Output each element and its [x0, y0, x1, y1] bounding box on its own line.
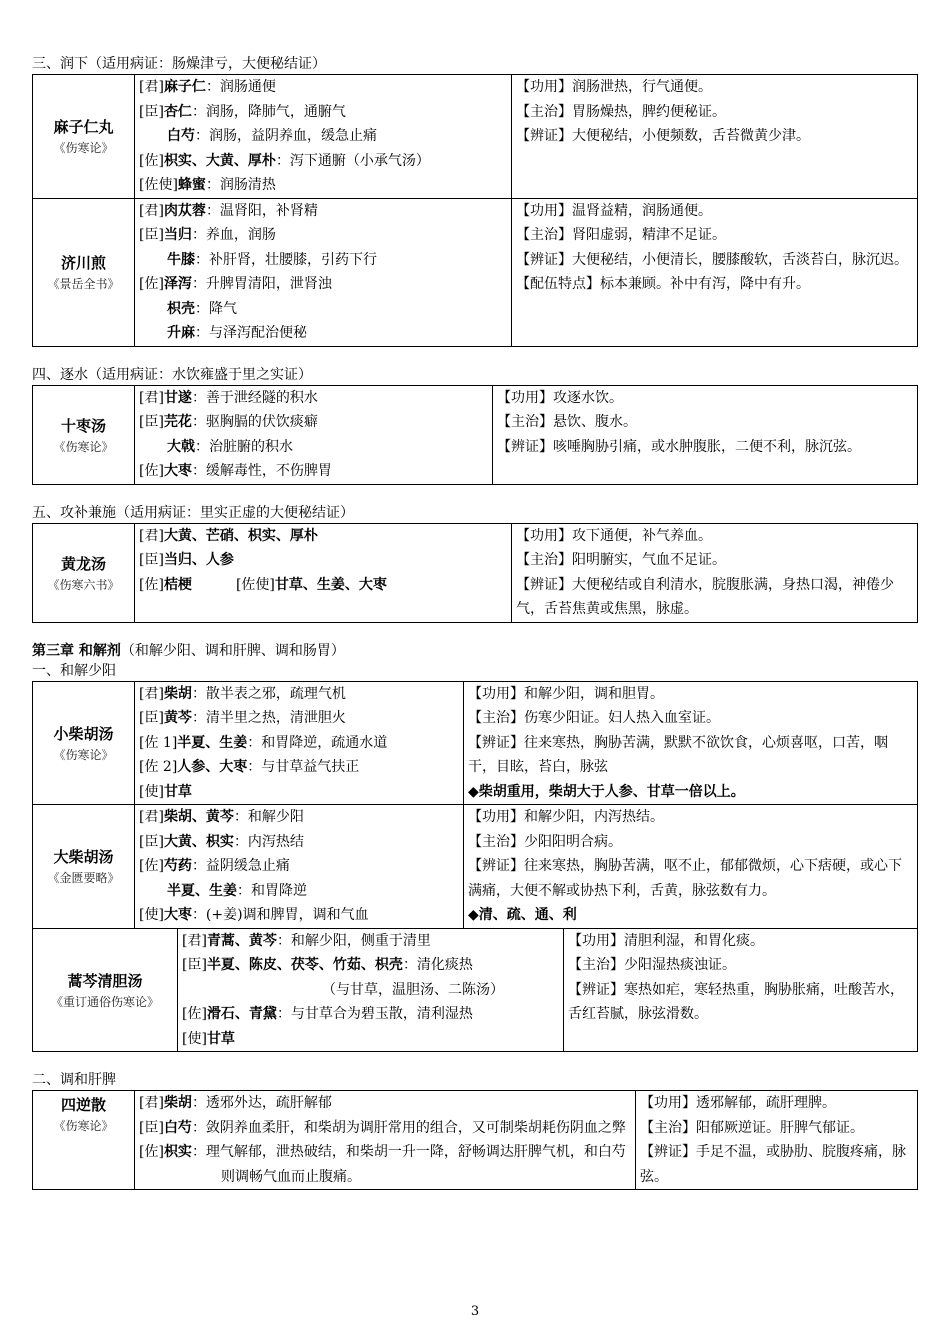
- text-segment: ：降气: [195, 300, 237, 317]
- text-segment: 麻子仁: [163, 79, 206, 95]
- text-segment: ：润肠清热: [205, 177, 276, 193]
- text-segment: ：善于泄经隧的积水: [191, 389, 318, 406]
- text-segment: [臣]: [139, 552, 164, 568]
- text-segment: 【主治】肾阳虚弱，精津不足证。: [516, 227, 726, 243]
- formula-name-cell: [33, 75, 135, 199]
- text-segment: 大黄、芒硝、枳实、厚朴: [163, 527, 318, 544]
- formula-source: 《景岳全书》: [47, 277, 120, 291]
- formula-name: 黄龙汤: [60, 554, 106, 573]
- formula-source: 《金匮要略》: [47, 871, 120, 886]
- composition-cell: [178, 928, 564, 1052]
- table-row: [33, 1091, 918, 1190]
- indication-cell: [464, 805, 918, 929]
- text-segment: ◆柴胡重用，柴胡大于人参、甘草一倍以上。: [468, 783, 745, 800]
- text-segment: [臣]: [182, 957, 207, 973]
- text-segment: 【功用】透邪解郁，疏肝理脾。: [640, 1095, 836, 1111]
- text-segment: ：与甘草益气扶正: [247, 759, 360, 775]
- formula-name-cell: [33, 805, 135, 929]
- formula-name-cell: [33, 385, 135, 484]
- text-segment: 枳实、大黄、厚朴: [163, 152, 276, 169]
- text-segment: 【辨证】手足不温，或胁肋、脘腹疼痛，脉弦。: [640, 1144, 906, 1185]
- subsection-title-hejie: 一、和解少阳: [32, 662, 116, 679]
- text-segment: [佐]: [182, 1006, 207, 1022]
- text-segment: ：治脏腑的积水: [195, 438, 293, 455]
- text-segment: 大枣: [163, 463, 192, 479]
- text-segment: 白芍: [167, 128, 195, 144]
- text-segment: [使]: [182, 1030, 207, 1047]
- text-segment: 【主治】阳明腑实，气血不足证。: [516, 552, 726, 568]
- text-segment: 当归: [163, 227, 192, 243]
- section-title-gongbu: 五、攻补兼施（适用病证：里实正虚的大便秘结证）: [32, 504, 354, 521]
- text-segment: ：养血，润肠: [191, 227, 276, 243]
- indication-cell: [512, 75, 918, 199]
- formula-name-cell: [33, 681, 135, 805]
- text-segment: ：和胃降逆，疏通水道: [247, 734, 388, 751]
- text-segment: ：润肠，益阴养血，缓急止痛: [195, 128, 377, 144]
- text-segment: 牛膝: [167, 251, 195, 268]
- text-segment: 半夏、生姜: [177, 734, 248, 751]
- text-segment: [君]: [139, 202, 164, 219]
- text-segment: ：清半里之热，清泄胆火: [191, 710, 346, 726]
- text-segment: 大戟: [167, 438, 195, 455]
- indication-cell: [493, 385, 918, 484]
- page-number: 3: [470, 1304, 480, 1319]
- text-segment: 甘遂: [163, 389, 192, 406]
- text-segment: 【功用】润肠泄热，行气通便。: [516, 79, 712, 95]
- text-segment: （和解少阳、调和肝脾、调和肠胃）: [120, 642, 345, 659]
- text-segment: 桔梗: [163, 576, 192, 593]
- formula-name: 济川煎: [60, 254, 106, 272]
- text-segment: [佐]: [139, 276, 164, 292]
- text-segment: ：升脾胃清阳，泄肾浊: [191, 276, 332, 292]
- text-segment: 甘草、生姜、大枣: [274, 576, 387, 593]
- text-segment: [臣]: [139, 414, 164, 430]
- text-segment: 蜂蜜: [177, 177, 206, 193]
- composition-cell: [135, 523, 512, 622]
- text-segment: ：缓解毒性，不伤脾胃: [191, 463, 332, 479]
- table-ganpi: [32, 1090, 918, 1190]
- text-segment: ：驱胸膈的伏饮痰癖: [191, 414, 318, 430]
- text-segment: [臣]: [139, 103, 164, 120]
- text-segment: 人参、大枣: [177, 759, 248, 775]
- composition-cell: [135, 1091, 636, 1190]
- text-segment: 枳实: [163, 1144, 192, 1160]
- text-segment: [使]: [139, 783, 164, 800]
- text-segment: 枳壳: [167, 300, 195, 317]
- text-segment: 【辨证】大便秘结，小便清长，腰膝酸软，舌淡苔白，脉沉迟。: [516, 251, 908, 268]
- composition-cell: [135, 681, 464, 805]
- table-row: [33, 805, 918, 929]
- table-haoqin: [32, 928, 918, 1053]
- text-segment: 【主治】悬饮、腹水。: [497, 414, 637, 430]
- text-segment: [佐使]: [139, 177, 178, 193]
- text-segment: 柴胡、黄芩: [163, 809, 234, 825]
- composition-cell: [135, 198, 512, 346]
- text-segment: ：透邪外达，疏肝解郁: [191, 1095, 332, 1111]
- text-segment: [臣]: [139, 833, 164, 850]
- text-segment: ：和解少阳，侧重于清里: [276, 932, 431, 949]
- table-row: [33, 523, 918, 622]
- text-segment: [佐 2]: [139, 759, 178, 775]
- text-segment: 【辨证】寒热如疟，寒轻热重，胸胁胀痛，吐酸苦水，舌红苔腻，脉弦滑数。: [568, 981, 904, 1022]
- indication-cell: [512, 198, 918, 346]
- text-segment: 【功用】清胆利湿，和胃化痰。: [568, 932, 764, 949]
- text-segment: 【辨证】往来寒热，胸胁苦满，默默不欲饮食，心烦喜呕，口苦，咽干，目眩，苔白，脉弦: [468, 734, 888, 775]
- text-segment: [臣]: [139, 710, 164, 726]
- text-segment: 【主治】伤寒少阳证。妇人热入血室证。: [468, 710, 720, 726]
- formula-source: 《伤寒论》: [53, 747, 114, 762]
- table-row: [33, 385, 918, 484]
- text-segment: ：散半表之邪，疏理气机: [191, 685, 346, 702]
- formula-name: 四逆散: [60, 1096, 106, 1114]
- table-row: [33, 198, 918, 346]
- text-segment: 【辨证】大便秘结或自利清水，脘腹胀满，身热口渴，神倦少气，舌苔焦黄或焦黑，脉虚。: [516, 576, 894, 617]
- text-segment: ：敛阴养血柔肝，和柴胡为调肝常用的组合，又可制柴胡耗伤阴血之弊: [191, 1119, 626, 1136]
- text-segment: [使]: [139, 907, 164, 923]
- text-segment: 杏仁: [163, 103, 192, 120]
- composition-cell: [135, 385, 493, 484]
- text-segment: 半夏、陈皮、茯苓、竹茹、枳壳: [206, 957, 403, 973]
- text-segment: 青蒿、黄芩: [206, 932, 277, 949]
- indication-cell: [564, 928, 918, 1052]
- text-segment: 滑石、青黛: [206, 1006, 277, 1022]
- text-segment: [君]: [139, 685, 164, 702]
- text-segment: [君]: [139, 809, 164, 825]
- text-segment: [君]: [139, 79, 164, 95]
- text-segment: [臣]: [139, 1119, 164, 1136]
- text-segment: [佐 1]: [139, 734, 178, 751]
- text-segment: [佐]: [139, 1144, 164, 1160]
- text-segment: ：益阴缓急止痛: [191, 858, 290, 874]
- formula-name: 小柴胡汤: [53, 724, 114, 743]
- text-segment: [君]: [182, 932, 207, 949]
- text-segment: 【功用】攻下通便，补气养血。: [516, 527, 712, 544]
- indication-cell: [512, 523, 918, 622]
- formula-name-cell: [33, 1091, 135, 1190]
- formula-name-cell: [33, 198, 135, 346]
- text-segment: 芍药: [163, 858, 192, 874]
- section-title-zhushui: 四、逐水（适用病证：水饮雍盛于里之实证）: [32, 366, 312, 383]
- text-segment: ：内泻热结: [233, 833, 304, 850]
- indication-cell: [636, 1091, 918, 1190]
- text-segment: 黄芩: [163, 710, 192, 726]
- formula-source: 《重订通俗伤寒论》: [50, 994, 159, 1009]
- subsection-title-ganpi: 二、调和肝脾: [32, 1072, 116, 1088]
- chapter-title: [32, 641, 918, 661]
- text-segment: ：清化痰热: [402, 957, 473, 973]
- text-segment: 泽泻: [163, 276, 192, 292]
- text-segment: 甘草: [163, 783, 192, 800]
- text-segment: 【辨证】大便秘结，小便频数，舌苔微黄少津。: [516, 128, 810, 144]
- text-segment: [佐]: [139, 576, 164, 593]
- text-segment: 白芍: [163, 1119, 192, 1136]
- text-segment: [佐]: [139, 858, 164, 874]
- composition-cell: [135, 805, 464, 929]
- table-gongbu: [32, 523, 918, 623]
- text-segment: 肉苁蓉: [163, 202, 206, 219]
- text-segment: 柴胡: [163, 685, 192, 702]
- text-segment: 第三章 和解剂: [32, 642, 121, 659]
- text-segment: [佐使]: [235, 576, 275, 593]
- table-row: [33, 928, 918, 1052]
- text-segment: 当归、人参: [163, 552, 234, 568]
- composition-cell: [135, 75, 512, 199]
- text-segment: 【主治】少阳阳明合病。: [468, 833, 622, 850]
- text-segment: 【主治】胃肠燥热，脾约便秘证。: [516, 103, 726, 120]
- text-segment: 大枣: [163, 907, 192, 923]
- text-segment: 甘草: [206, 1030, 235, 1047]
- text-segment: ：与甘草合为碧玉散，清利湿热: [276, 1006, 473, 1022]
- table-zhushui: [32, 385, 918, 485]
- text-segment: ：(+姜)调和脾胃，调和气血: [191, 907, 369, 923]
- text-segment: 【辨证】咳唾胸胁引痛，或水肿腹胀，二便不利，脉沉弦。: [497, 438, 861, 455]
- formula-name-cell: [33, 928, 178, 1052]
- text-segment: 【辨证】往来寒热，胸胁苦满，呕不止，郁郁微烦，心下痞硬，或心下满痛，大便不解或协热下利，舌黄，脉弦数有力。: [468, 858, 902, 899]
- text-segment: 【主治】阳郁厥逆证。肝脾气郁证。: [640, 1119, 864, 1136]
- text-segment: [佐]: [139, 463, 164, 479]
- table-hejie: [32, 681, 918, 929]
- text-segment: [佐]: [139, 152, 164, 169]
- text-segment: 【主治】少阳湿热痰浊证。: [568, 957, 736, 973]
- formula-source: 《伤寒论》: [53, 141, 114, 156]
- text-segment: [君]: [139, 389, 164, 406]
- text-segment: 升麻: [167, 325, 195, 341]
- text-segment: 柴胡: [163, 1095, 192, 1111]
- text-segment: ：与泽泻配治便秘: [195, 325, 307, 341]
- text-segment: 【功用】攻逐水饮。: [497, 389, 623, 406]
- formula-source: 《伤寒六书》: [47, 577, 120, 592]
- table-row: [33, 681, 918, 805]
- text-segment: （与甘草，温胆汤、二陈汤）: [322, 981, 504, 998]
- text-segment: 半夏、生姜: [167, 882, 237, 899]
- text-segment: 大黄、枳实: [163, 833, 234, 850]
- text-segment: ：理气解郁，泄热破结，和柴胡一升一降，舒畅调达肝脾气机，和白芍则调畅气血而止腹痛。: [191, 1144, 626, 1185]
- formula-name-cell: [33, 523, 135, 622]
- text-segment: [君]: [139, 1095, 164, 1111]
- indication-cell: [464, 681, 918, 805]
- text-segment: 【功用】和解少阳，调和胆胃。: [468, 685, 664, 702]
- text-segment: [臣]: [139, 227, 164, 243]
- text-segment: ◆清、疏、通、利: [468, 907, 577, 923]
- formula-name: 麻子仁丸: [53, 118, 114, 137]
- text-segment: ：和胃降逆: [237, 882, 307, 899]
- text-segment: ：补肝肾，壮腰膝，引药下行: [195, 251, 377, 268]
- text-segment: ：和解少阳: [233, 809, 304, 825]
- formula-source: 《伤寒论》: [53, 439, 114, 454]
- formula-name: 蒿芩清胆汤: [67, 971, 143, 990]
- text-segment: 【功用】和解少阳，内泻热结。: [468, 809, 664, 825]
- text-segment: [君]: [139, 527, 164, 544]
- text-segment: 【配伍特点】标本兼顾。补中有泻，降中有升。: [516, 276, 810, 292]
- text-segment: 芫花: [163, 414, 192, 430]
- text-segment: ：润肠通便: [205, 79, 276, 95]
- formula-name: 十枣汤: [60, 416, 106, 435]
- text-segment: 【功用】温肾益精，润肠通便。: [516, 202, 712, 219]
- section-title-runxia: 三、润下（适用病证：肠燥津亏，大便秘结证）: [32, 56, 326, 72]
- text-segment: ：润肠，降肺气，通腑气: [191, 103, 346, 120]
- formula-name: 大柴胡汤: [53, 848, 114, 867]
- table-runxia: [32, 74, 918, 347]
- text-segment: ：温肾阳，补肾精: [205, 202, 318, 219]
- formula-source: 《伤寒论》: [53, 1119, 114, 1133]
- document-page: [32, 54, 918, 1190]
- text-segment: ：泻下通腑（小承气汤）: [275, 152, 430, 169]
- table-row: [33, 75, 918, 199]
